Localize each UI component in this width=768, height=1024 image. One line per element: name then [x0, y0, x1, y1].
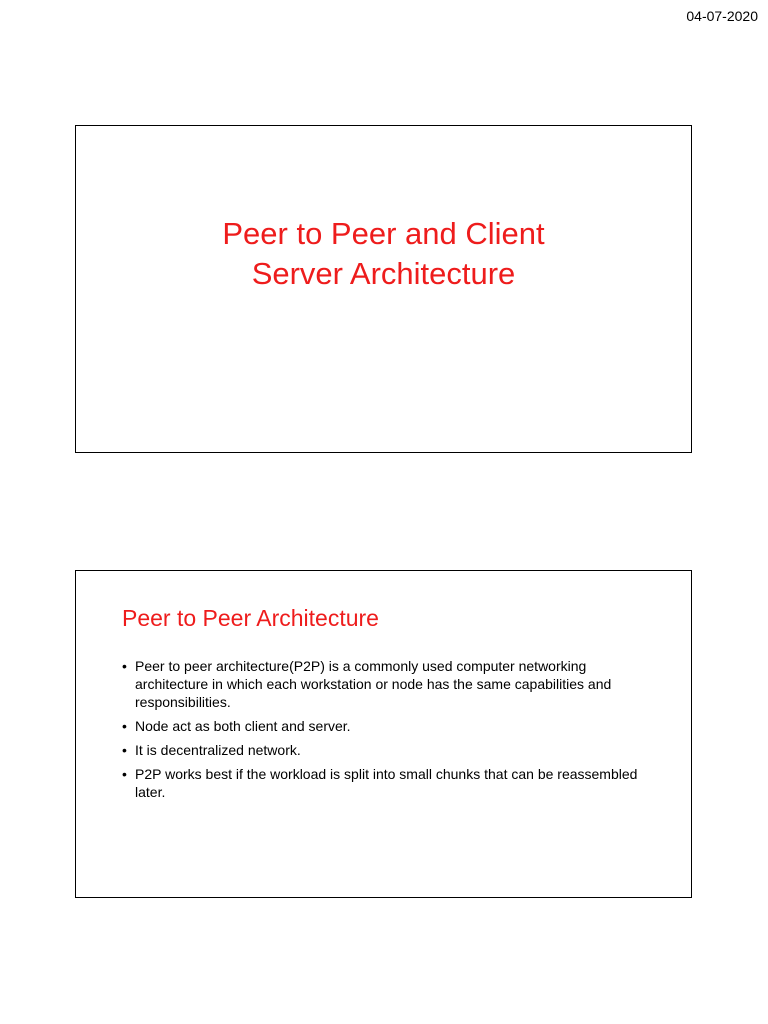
slide-title	[75, 125, 692, 453]
slide-p2p-heading: Peer to Peer Architecture	[122, 605, 379, 631]
bullet-text: Node act as both client and server.	[135, 718, 351, 734]
slide-p2p	[75, 570, 692, 898]
bullet-item	[122, 717, 651, 735]
slide-title-line-1: Peer to Peer and Client	[222, 216, 545, 251]
bullet-text: P2P works best if the workload is split into small chunks that can be reassembled later.	[135, 766, 638, 800]
slide-title-heading	[76, 214, 691, 294]
bullet-marker: •	[122, 718, 127, 734]
bullet-marker: •	[122, 766, 127, 782]
bullet-item	[122, 741, 651, 759]
bullet-marker: •	[122, 658, 127, 674]
bullet-text: It is decentralized network.	[135, 742, 301, 758]
slide-title-line-2: Server Architecture	[251, 256, 516, 291]
page-date: 04-07-2020	[686, 8, 758, 24]
bullet-item	[122, 765, 651, 801]
bullet-list	[122, 657, 651, 807]
bullet-text: Peer to peer architecture(P2P) is a commonly used computer networking architecture in which each workstation or node has the same capabilities and responsibilities.	[135, 658, 612, 710]
bullet-item	[122, 657, 651, 711]
bullet-marker: •	[122, 742, 127, 758]
